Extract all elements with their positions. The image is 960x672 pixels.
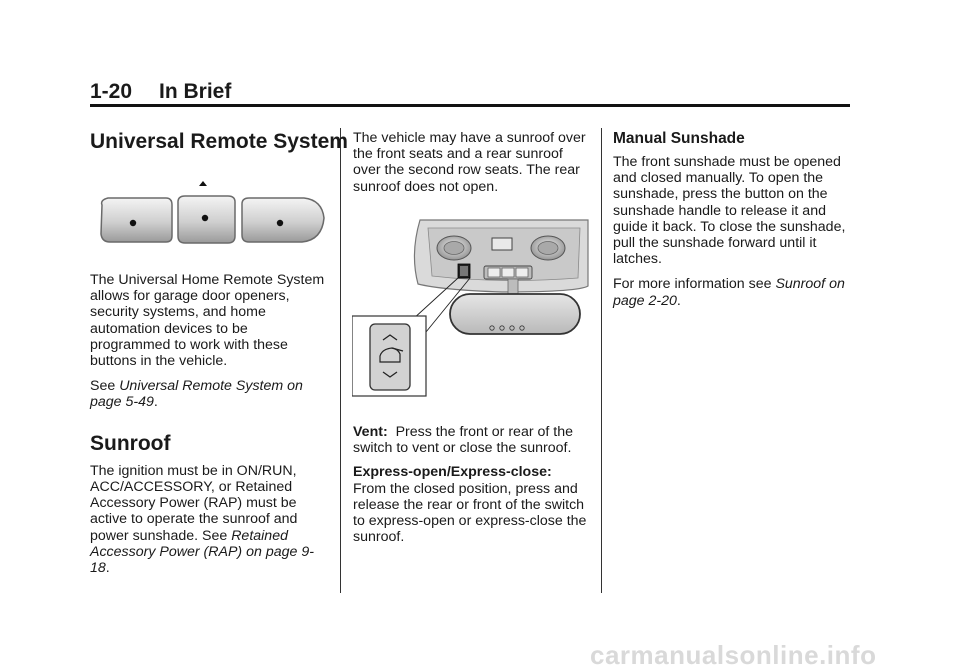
remote-button-1 xyxy=(101,198,172,242)
rearview-mirror xyxy=(450,294,580,334)
section-title: In Brief xyxy=(159,80,232,103)
page-number: 1-20 xyxy=(90,80,133,103)
indicator-icon xyxy=(199,181,207,186)
sunroof-intro-paragraph: The vehicle may have a sunroof over the front seats and a rear sunroof over the second row seats. The rear sunroof does not open. xyxy=(353,130,586,195)
sunroof-link[interactable]: Sunroof on page 2-20 xyxy=(613,276,845,309)
heading-manual-sunshade: Manual Sunshade xyxy=(613,130,745,147)
manual-sunshade-paragraph: The front sunshade must be opened and closed manually. To open the sunshade, press the button on the sunshade handle to release it and guide it back. To close the sunshade, pull the sunshade forward until it latches. xyxy=(613,154,846,268)
header-rule xyxy=(90,104,850,107)
express-paragraph: Express-open/Express-close: From the closed position, press and release the rear or front of the switch to express-open or express-close the sunroof. xyxy=(353,464,587,546)
column-divider xyxy=(340,128,341,593)
heading-sunroof: Sunroof xyxy=(90,431,171,455)
overhead-console-illustration xyxy=(352,214,590,404)
more-info-paragraph: For more information see Sunroof on page 2-20. xyxy=(613,276,845,309)
remote-button-3 xyxy=(242,198,324,242)
vent-paragraph: Vent: Press the front or rear of the switch to vent or close the sunroof. xyxy=(353,424,574,457)
rap-link[interactable]: Retained Accessory Power (RAP) on page 9-18 xyxy=(90,527,314,576)
column-divider xyxy=(601,128,602,593)
watermark: carmanualsonline.info xyxy=(590,640,877,670)
universal-remote-link[interactable]: Universal Remote System on page 5-49 xyxy=(90,378,303,411)
remote-buttons-illustration xyxy=(96,178,328,248)
heading-universal-remote: Universal Remote System xyxy=(90,130,348,153)
sunroof-ignition-paragraph: The ignition must be in ON/RUN, ACC/ACCESSORY, or Retained Accessory Power (RAP) must be active to operate the sunroof and power sunshade. See Retained Accessory Power (RAP) on page 9-18. xyxy=(90,462,314,576)
sunroof-switch-detail xyxy=(370,324,410,390)
universal-remote-paragraph: The Universal Home Remote System allows for garage door openers, security systems, and home automation devices to be programmed to work with these buttons in the vehicle. xyxy=(90,272,325,370)
universal-remote-see: See Universal Remote System on page 5-49. xyxy=(90,378,303,411)
